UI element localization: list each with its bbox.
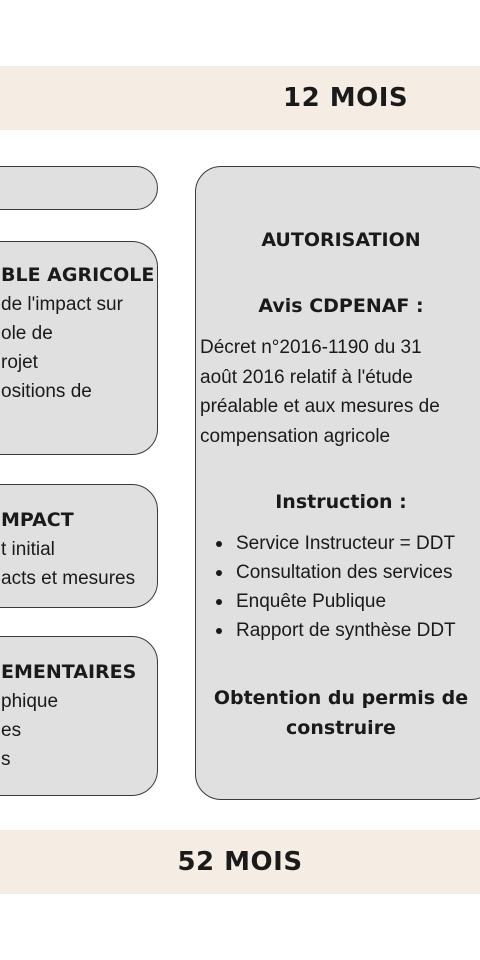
left-box-1-line-2: rojet [1, 352, 38, 373]
decret-line-1: août 2016 relatif à l'étude [200, 366, 413, 388]
left-box-2-line-0: t initial [1, 539, 55, 560]
left-box-1-line-0: de l'impact sur [1, 294, 123, 315]
autorisation-box [195, 166, 480, 800]
left-box-2-title: MPACT [1, 509, 74, 531]
autorisation-title: AUTORISATION [261, 229, 421, 251]
left-box-1-line-1: ole de [1, 323, 53, 344]
obtention-line-0: Obtention du permis de [213, 687, 469, 709]
left-box-2-line-1: acts et mesures [1, 568, 136, 589]
decret-line-2: préalable et aux mesures de [200, 396, 440, 417]
instruction-title: Instruction : [275, 491, 407, 513]
left-box-1-line-3: ositions de [1, 381, 92, 402]
instruction-item: Enquête Publique [196, 587, 456, 616]
instruction-item: Consultation des services [196, 558, 456, 587]
left-box-2 [0, 484, 158, 608]
left-box-3 [0, 636, 158, 796]
footer-duration-band [0, 830, 480, 894]
left-box-3-title: EMENTAIRES [1, 661, 137, 683]
decret-line-0: Décret n°2016-1190 du 31 [200, 337, 422, 358]
footer-duration: 52 MOIS [177, 847, 303, 877]
decret-line-3: compensation agricole [200, 425, 391, 447]
left-box-3-line-2: s [1, 749, 11, 770]
header-duration: 12 MOIS [283, 83, 409, 113]
left-box-1-title: BLE AGRICOLE [1, 264, 155, 286]
obtention-permis [196, 683, 480, 743]
header-duration-band [0, 66, 480, 130]
obtention-line-1: construire [286, 717, 396, 739]
instruction-list [196, 529, 456, 645]
left-box-3-line-0: phique [1, 691, 59, 712]
left-box-3-line-1: es [1, 720, 22, 741]
instruction-item: Rapport de synthèse DDT [196, 616, 456, 645]
avis-cdpenaf-title: Avis CDPENAF : [258, 295, 424, 317]
left-box-0 [0, 166, 158, 210]
instruction-item: Service Instructeur = DDT [196, 529, 456, 558]
decret-text [200, 333, 440, 451]
left-box-1 [0, 241, 158, 455]
